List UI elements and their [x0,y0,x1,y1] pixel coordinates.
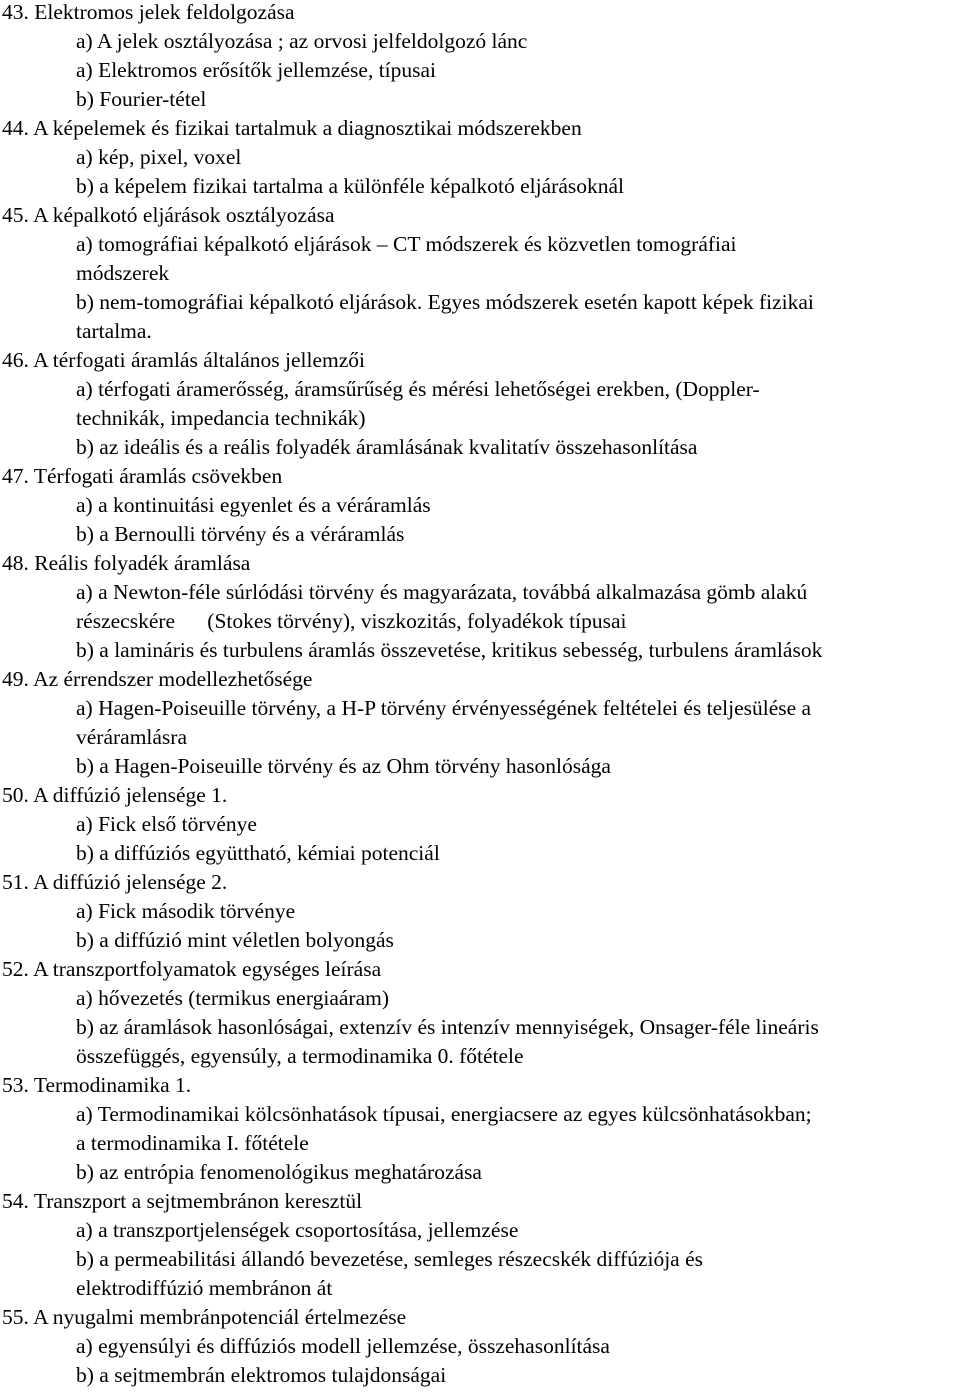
heading-50: 50. A diffúzió jelensége 1. [2,783,228,807]
item-52-a: a) hővezetés (termikus energiaáram) [76,986,389,1010]
item-49-a-cont: véráramlásra [76,725,188,749]
item-48-a-cont: részecskére (Stokes törvény), viszkozitás, folyadékok típusai [76,609,627,633]
item-44-b: b) a képelem fizikai tartalma a különféle képalkotó eljárásoknál [76,174,625,198]
item-46-a-cont: technikák, impedancia technikák) [76,406,366,430]
item-50-a: a) Fick első törvénye [76,812,257,836]
item-55-a: a) egyensúlyi és diffúziós modell jellemzése, összehasonlítása [76,1334,610,1358]
item-51-b: b) a diffúzió mint véletlen bolyongás [76,928,394,952]
item-53-b: b) az entrópia fenomenológikus meghatározása [76,1160,482,1184]
item-45-b: b) nem-tomográfiai képalkotó eljárások. Egyes módszerek esetén kapott képek fizikai [76,290,814,314]
item-50-b: b) a diffúziós együttható, kémiai potenciál [76,841,440,865]
item-47-a: a) a kontinuitási egyenlet és a véráramlás [76,493,431,517]
heading-45: 45. A képalkotó eljárások osztályozása [2,203,335,227]
item-52-b: b) az áramlások hasonlóságai, extenzív és intenzív mennyiségek, Onsager-féle lineáris [76,1015,819,1039]
item-43-b: b) Fourier-tétel [76,87,207,111]
heading-54: 54. Transzport a sejtmembránon keresztül [2,1189,363,1213]
item-48-b: b) a lamináris és turbulens áramlás összevetése, kritikus sebesség, turbulens áramlások [76,638,823,662]
heading-51: 51. A diffúzió jelensége 2. [2,870,228,894]
item-46-a: a) térfogati áramerősség, áramsűrűség és mérési lehetőségei erekben, (Doppler- [76,377,760,401]
item-43-a2: a) Elektromos erősítők jellemzése, típusai [76,58,437,82]
item-43-a1: a) A jelek osztályozása ; az orvosi jelfeldolgozó lánc [76,29,528,53]
item-45-a: a) tomográfiai képalkotó eljárások – CT módszerek és közvetlen tomográfiai [76,232,737,256]
heading-44: 44. A képelemek és fizikai tartalmuk a diagnosztikai módszerekben [2,116,582,140]
item-55-b: b) a sejtmembrán elektromos tulajdonságai [76,1363,447,1387]
item-54-b: b) a permeabilitási állandó bevezetése, semleges részecskék diffúziója és [76,1247,704,1271]
heading-53: 53. Termodinamika 1. [2,1073,192,1097]
heading-52: 52. A transzportfolyamatok egységes leírása [2,957,382,981]
item-45-a-cont: módszerek [76,261,170,285]
item-51-a: a) Fick második törvénye [76,899,296,923]
heading-43: 43. Elektromos jelek feldolgozása [2,0,295,24]
item-53-a: a) Termodinamikai kölcsönhatások típusai, energiacsere az egyes külcsönhatásokban; [76,1102,812,1126]
item-45-b-cont: tartalma. [76,319,152,343]
item-53-a-cont: a termodinamika I. főtétele [76,1131,309,1155]
item-44-a: a) kép, pixel, voxel [76,145,242,169]
heading-55: 55. A nyugalmi membránpotenciál értelmezése [2,1305,407,1329]
item-49-a: a) Hagen-Poiseuille törvény, a H-P törvény érvényességének feltételei és teljesülése a [76,696,812,720]
item-47-b: b) a Bernoulli törvény és a véráramlás [76,522,405,546]
item-46-b: b) az ideális és a reális folyadék áramlásának kvalitatív összehasonlítása [76,435,698,459]
heading-47: 47. Térfogati áramlás csövekben [2,464,283,488]
item-48-a: a) a Newton-féle súrlódási törvény és magyarázata, továbbá alkalmazása gömb alakú [76,580,808,604]
item-54-a: a) a transzportjelenségek csoportosítása, jellemzése [76,1218,519,1242]
heading-49: 49. Az érrendszer modellezhetősége [2,667,313,691]
heading-46: 46. A térfogati áramlás általános jellemzői [2,348,365,372]
heading-48: 48. Reális folyadék áramlása [2,551,251,575]
item-54-b-cont: elektrodiffúzió membránon át [76,1276,333,1300]
item-49-b: b) a Hagen-Poiseuille törvény és az Ohm törvény hasonlósága [76,754,611,778]
item-52-b-cont: összefüggés, egyensúly, a termodinamika 0. főtétele [76,1044,524,1068]
